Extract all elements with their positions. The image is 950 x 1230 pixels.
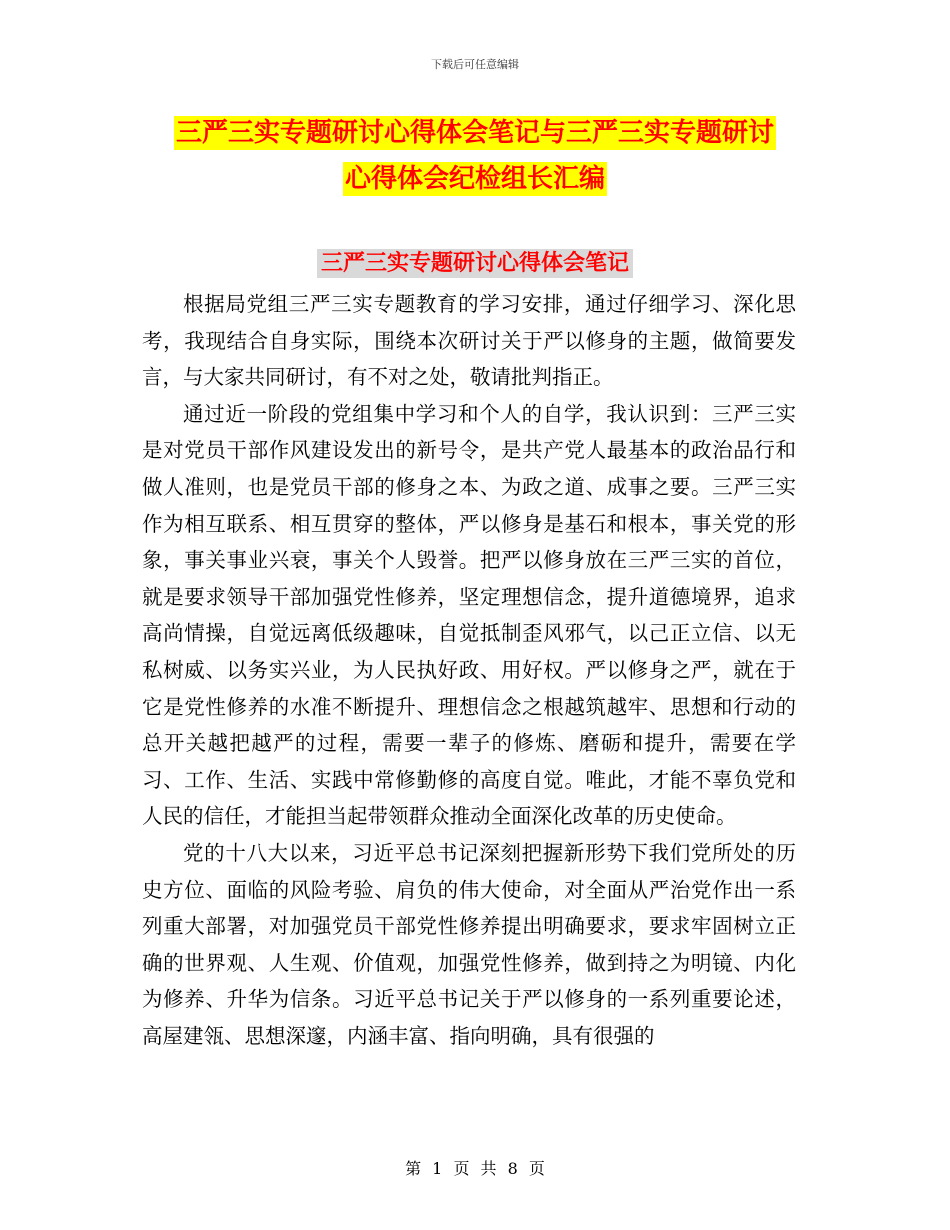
paragraph-3: 党的十八大以来，习近平总书记深刻把握新形势下我们党所处的历史方位、面临的风险考验、肩负的伟大使命，对全面从严治党作出一系列重大部署，对加强党员干部党性修养提出明确要求，要求牢固树立正确的世界观、人生观、价值观，加强党性修养，做到持之为明镜、内化为修养、升华为信条。习近平总书记关于严以修身的一系列重要论述，高屋建瓴、思想深邃，内涵丰富、指向明确，具有很强的 <box>142 840 796 1048</box>
title-line-2-text: 心得体会纪检组长汇编 <box>344 164 605 194</box>
document-title-line-1 <box>0 112 950 149</box>
body-content <box>142 286 796 1054</box>
paragraph-2: 通过近一阶段的党组集中学习和个人的自学，我认识到：三严三实是对党员干部作风建设发出的新号令，是共产党人最基本的政治品行和做人准则，也是党员干部的修身之本、为政之道、成事之要。三严三实作为相互联系、相互贯穿的整体，严以修身是基石和根本，事关党的形象，事关事业兴衰，事关个人毁誉。把严以修身放在三严三实的首位，就是要求领导干部加强党性修养，坚定理想信念，提升道德境界，追求高尚情操，自觉远离低级趣味，自觉抵制歪风邪气，以己正立信、以无私树威、以务实兴业，为人民执好政、用好权。严以修身之严，就在于它是党性修养的水准不断提升、理想信念之根越筑越牢、思想和行动的总开关越把越严的过程，需要一辈子的修炼、磨砺和提升，需要在学习、工作、生活、实践中常修勤修的高度自觉。唯此，才能不辜负党和人民的信任，才能担当起带领群众推动全面深化改革的历史使命。 <box>142 401 796 829</box>
section-title-text: 三严三实专题研讨心得体会笔记 <box>317 249 633 278</box>
header-note: 下载后可任意编辑 <box>431 58 519 71</box>
document-title-line-2 <box>0 158 950 195</box>
title-line-1-text: 三严三实专题研讨心得体会笔记与三严三实专题研讨 <box>175 118 774 148</box>
section-title <box>0 246 950 277</box>
page-footer: 第 1 页 共 8 页 <box>405 1159 545 1178</box>
paragraph-1: 根据局党组三严三实专题教育的学习安排，通过仔细学习、深化思考，我现结合自身实际，围绕本次研讨关于严以修身的主题，做简要发言，与大家共同研讨，有不对之处，敬请批判指正。 <box>142 292 796 390</box>
